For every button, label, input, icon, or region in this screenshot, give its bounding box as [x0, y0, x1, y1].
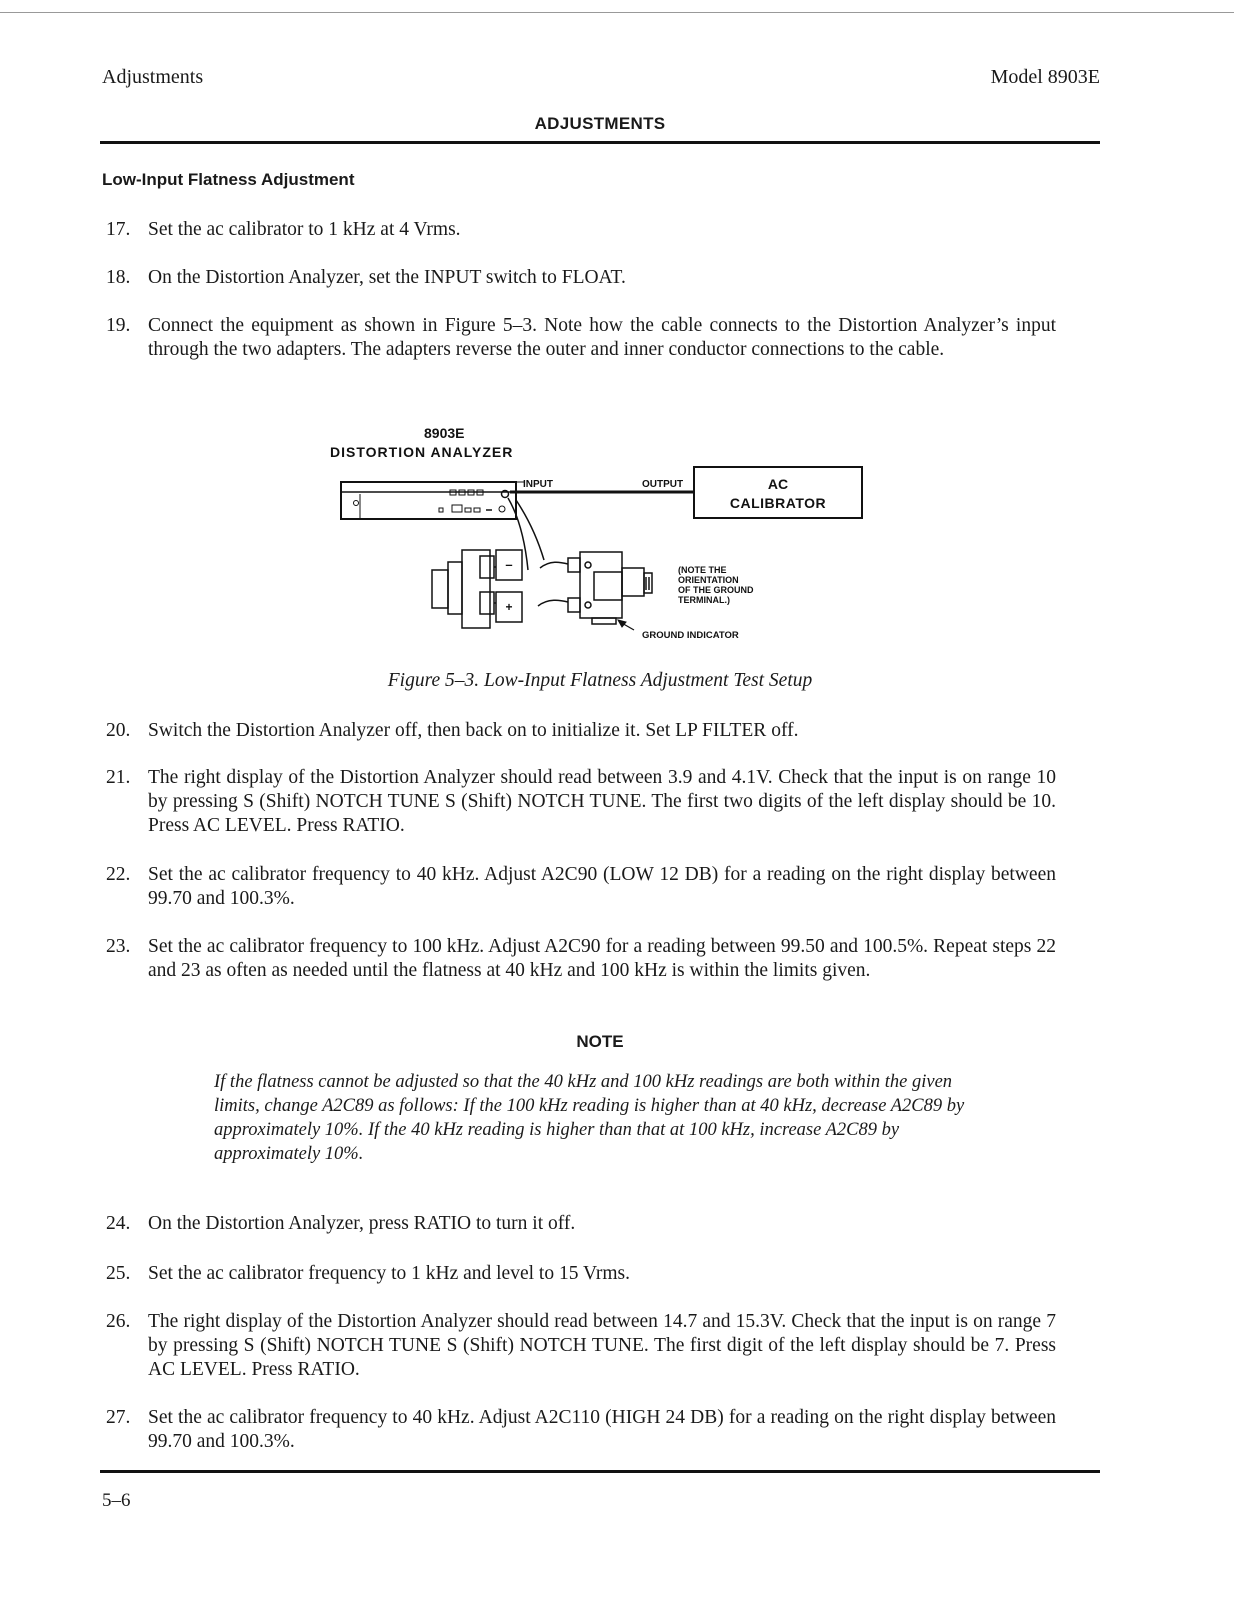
note-line-3: OF THE GROUND [678, 585, 754, 595]
step-text: Set the ac calibrator frequency to 100 kHz. Adjust A2C90 for a reading between 99.50 and 100.5%. Repeat steps 22 and 23 as often as needed until the flatness at 40 kHz and 100 kHz is within the limits given. [148, 936, 1056, 981]
note-line-1: (NOTE THE [678, 565, 727, 575]
step-27 [106, 1406, 1056, 1454]
distortion-analyzer-panel [341, 482, 516, 519]
step-text: Set the ac calibrator frequency to 40 kHz. Adjust A2C110 (HIGH 24 DB) for a reading on the right display between 99.70 and 100.3%. [148, 1407, 1056, 1452]
note-line-2: ORIENTATION [678, 575, 739, 585]
plus-terminal-label: + [505, 600, 513, 614]
step-text: Set the ac calibrator to 1 kHz at 4 Vrms. [148, 219, 461, 240]
minus-terminal-label: – [505, 557, 513, 572]
step-17 [106, 218, 1056, 242]
step-22 [106, 863, 1056, 911]
step-26 [106, 1310, 1056, 1382]
test-setup-figure [320, 420, 880, 655]
section-title: ADJUSTMENTS [534, 114, 666, 133]
step-21 [106, 766, 1056, 838]
step-number: 23. [106, 936, 131, 957]
note-title: NOTE [576, 1032, 624, 1051]
calibrator-label-line1: AC [767, 476, 789, 492]
step-text: On the Distortion Analyzer, set the INPUT switch to FLOAT. [148, 267, 626, 288]
ground-indicator-arrow [618, 620, 634, 630]
footer-rule [100, 1470, 1100, 1473]
top-edge-rule [0, 12, 1234, 13]
note-body: If the flatness cannot be adjusted so that the 40 kHz and 100 kHz readings are both within the given limits, change A2C89 as follows: If the 100 kHz reading is higher than at 40 kHz, decrease A2C89 by approximately 10%. If the 40 kHz reading is higher than that at 100 kHz, increase A2C89 by approximately 10%. [214, 1072, 965, 1164]
running-header-left: Adjustments [102, 66, 204, 88]
step-number: 25. [106, 1263, 131, 1284]
step-number: 17. [106, 219, 131, 240]
input-label: INPUT [523, 479, 553, 490]
step-23 [106, 935, 1056, 983]
step-text: On the Distortion Analyzer, press RATIO to turn it off. [148, 1213, 576, 1234]
step-number: 18. [106, 267, 131, 288]
step-19 [106, 314, 1056, 362]
step-text: Connect the equipment as shown in Figure 5–3. Note how the cable connects to the Distortion Analyzer’s input through the two adapters. The adapters reverse the outer and inner conductor connections to the cable. [148, 315, 1056, 360]
ground-indicator-label: GROUND INDICATOR [642, 630, 739, 641]
step-number: 26. [106, 1311, 131, 1332]
cable-leads [508, 498, 544, 570]
step-number: 22. [106, 864, 131, 885]
analyzer-name-label: DISTORTION ANALYZER [330, 444, 514, 460]
step-18 [106, 266, 1056, 290]
figure-caption: Figure 5–3. Low-Input Flatness Adjustment Test Setup [387, 670, 813, 691]
step-text: Set the ac calibrator frequency to 1 kHz and level to 15 Vrms. [148, 1263, 631, 1284]
step-25 [106, 1262, 1056, 1286]
running-header-right: Model 8903E [990, 66, 1100, 88]
output-label: OUTPUT [642, 479, 684, 490]
step-number: 21. [106, 767, 131, 788]
step-number: 19. [106, 315, 131, 336]
step-text: Set the ac calibrator frequency to 40 kHz. Adjust A2C90 (LOW 12 DB) for a reading on the right display between 99.70 and 100.3%. [148, 864, 1056, 909]
step-20 [106, 719, 1056, 743]
step-number: 27. [106, 1407, 131, 1428]
calibrator-label-line2: CALIBRATOR [729, 495, 827, 511]
note-line-4: TERMINAL.) [678, 595, 730, 605]
step-number: 20. [106, 720, 131, 741]
step-text: The right display of the Distortion Analyzer should read between 14.7 and 15.3V. Check that the input is on range 7 by pressing S (Shift) NOTCH TUNE S (Shift) NOTCH TUNE. The first digit of the left display should be 7. Press AC LEVEL. Press RATIO. [148, 1311, 1056, 1380]
analyzer-model-label: 8903E [424, 425, 465, 441]
subheading: Low-Input Flatness Adjustment [102, 170, 355, 189]
section-rule [100, 141, 1100, 144]
step-24 [106, 1212, 1056, 1236]
step-number: 24. [106, 1213, 131, 1234]
step-text: Switch the Distortion Analyzer off, then back on to initialize it. Set LP FILTER off. [148, 720, 799, 741]
page-number: 5–6 [102, 1490, 131, 1511]
bnc-adapter [538, 552, 652, 624]
step-text: The right display of the Distortion Analyzer should read between 3.9 and 4.1V. Check that the input is on range 10 by pressing S (Shift) NOTCH TUNE S (Shift) NOTCH TUNE. The first two digits of the left display should be 10. Press AC LEVEL. Press RATIO. [148, 767, 1056, 836]
